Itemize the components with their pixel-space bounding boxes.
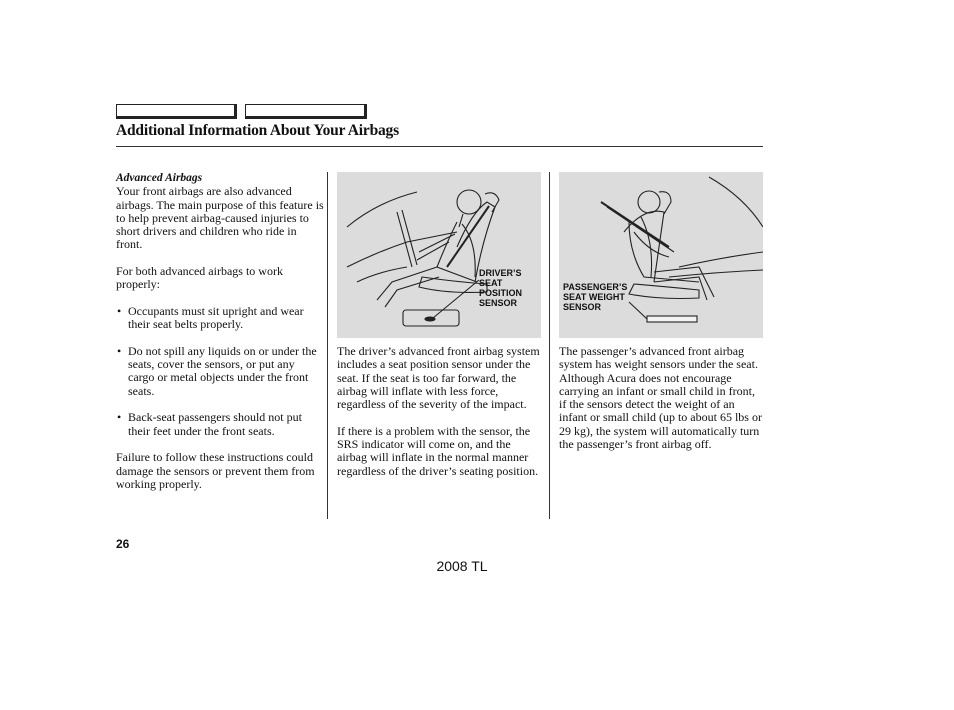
column-middle [337,345,543,491]
driver-seat-illustration [337,172,541,338]
passenger-figure-drawing [559,172,763,338]
section-heading: Advanced Airbags [116,172,203,184]
bullet-icon: • [117,410,122,425]
bullet-item: • Do not spill any liquids on or under the seats, cover the sensors, or put any cargo or metal objects under the front seats. [117,343,317,398]
column-divider [327,172,328,519]
requirements-paragraph: For both advanced airbags to work properly: [116,264,283,292]
driver-figure-drawing [337,172,541,338]
header-tab-box-right [245,104,367,119]
intro-paragraph: Your front airbags are also advanced airbags. The main purpose of this feature is to help prevent airbag-caused injuries to short drivers and children who ride in front. [116,184,324,252]
column-divider [549,172,550,519]
bullet-icon: • [117,303,122,318]
column-right [559,345,765,465]
column-left [116,172,324,504]
title-rule [116,146,763,147]
footer-model: 2008 TL [436,558,488,574]
bullet-icon: • [117,343,122,358]
driver-problem-paragraph: If there is a problem with the sensor, the SRS indicator will come on, and the airbag will inflate in the normal manner regardless of the driver’s seating position. [337,423,539,478]
driver-sensor-paragraph: The driver’s advanced front airbag system includes a seat position sensor under the seat. If the seat is too far forward, the airbag will inflate with less force, regardless of the severity of the impact. [337,344,540,412]
passenger-seat-illustration [559,172,763,338]
passenger-sensor-paragraph: The passenger’s advanced front airbag system has weight sensors under the seat. Although Acura does not encourage carrying an infant or small child in front, if the sensors detect the weight of an infant or small child (up to about 65 lbs or 29 kg), the system will automatically turn the passenger’s front airbag off. [559,344,762,452]
page-number: 26 [116,537,130,551]
passenger-sensor-label: PASSENGER’S SEAT WEIGHT SENSOR [563,282,628,312]
warning-paragraph: Failure to follow these instructions could damage the sensors or prevent them from working properly. [116,450,315,491]
bullet-item: • Back-seat passengers should not put their feet under the front seats. [117,410,302,438]
driver-sensor-label: DRIVER’S SEAT POSITION SENSOR [479,268,523,308]
header-tab-box-left [116,104,237,119]
bullet-item: • Occupants must sit upright and wear their seat belts properly. [117,303,304,332]
page-title: Additional Information About Your Airbags [116,122,399,139]
